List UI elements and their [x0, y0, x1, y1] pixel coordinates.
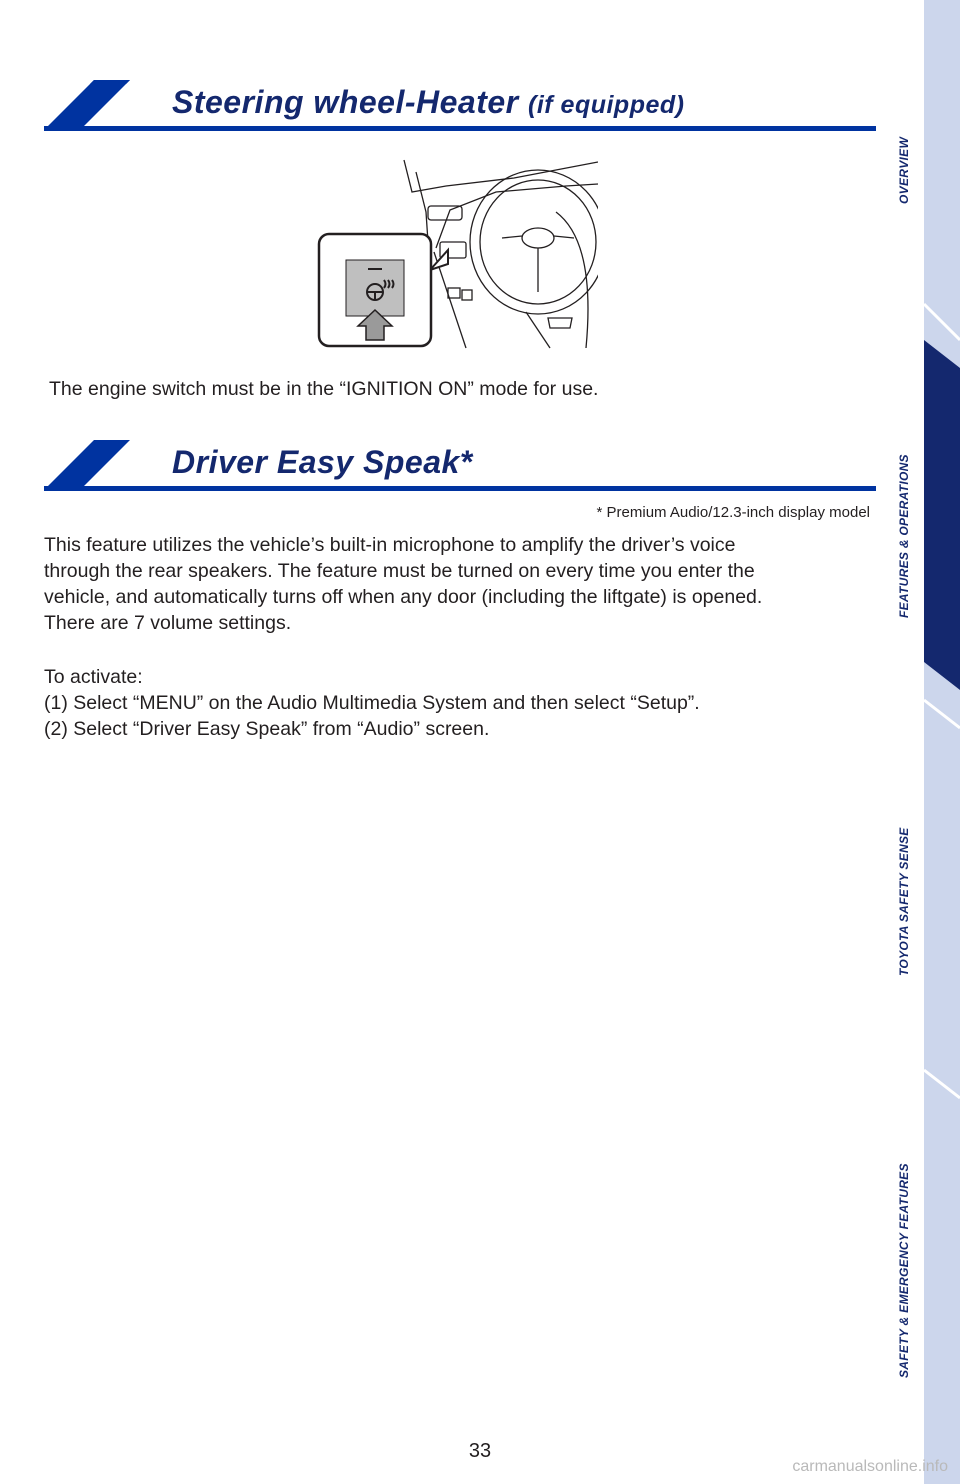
tab-features-operations[interactable] — [924, 340, 960, 690]
tab-overview[interactable] — [924, 0, 960, 316]
if-equipped-note: (if equipped) — [528, 91, 685, 119]
tab-label-overview: OVERVIEW — [897, 136, 911, 204]
callout-pointer — [430, 250, 448, 270]
section-header-driver-easy-speak — [44, 440, 876, 492]
side-tab-strip — [884, 0, 960, 1484]
section-title-steering-heater: Steering wheel-Heater (if equipped) — [172, 84, 685, 120]
steering-wheel-illustration — [316, 152, 598, 350]
tab-label-features-operations: FEATURES & OPERATIONS — [897, 454, 911, 618]
section-title-driver-easy-speak: Driver Easy Speak* — [172, 444, 473, 480]
activate-step: (2) Select “Driver Easy Speak” from “Audio” screen. — [44, 718, 490, 740]
speak-paragraph-line: There are 7 volume settings. — [44, 612, 292, 634]
watermark: carmanualsonline.info — [792, 1458, 948, 1475]
page-number: 33 — [468, 1440, 492, 1462]
model-footnote: * Premium Audio/12.3-inch display model — [596, 504, 870, 521]
speak-paragraph-line: vehicle, and automatically turns off when any door (including the liftgate) is opened. — [44, 586, 763, 608]
tab-label-toyota-safety-sense: TOYOTA SAFETY SENSE — [897, 827, 911, 976]
section-header-steering-heater — [44, 80, 876, 132]
tab-toyota-safety-sense[interactable] — [924, 716, 960, 1060]
tab-label-safety-emergency: SAFETY & EMERGENCY FEATURES — [897, 1163, 911, 1378]
speak-paragraph-line: through the rear speakers. The feature must be turned on every time you enter the — [44, 560, 755, 582]
tab-safety-emergency[interactable] — [924, 1082, 960, 1484]
speak-paragraph-line: This feature utilizes the vehicle’s built-in microphone to amplify the driver’s voice — [44, 534, 736, 556]
activate-step: (1) Select “MENU” on the Audio Multimedia System and then select “Setup”. — [44, 692, 700, 714]
activate-heading: To activate: — [44, 666, 143, 688]
ignition-note: The engine switch must be in the “IGNITION ON” mode for use. — [49, 378, 599, 400]
